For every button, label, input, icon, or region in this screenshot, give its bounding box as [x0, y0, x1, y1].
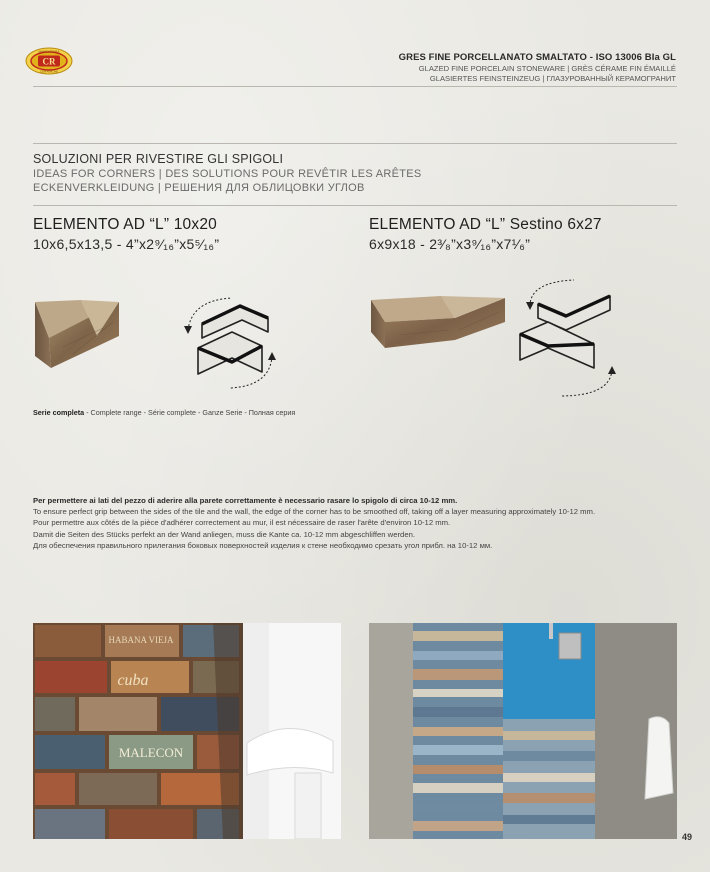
section-top-divider [33, 143, 677, 144]
header-divider [33, 86, 677, 87]
tile-label-habana: HABANA VIEJA [108, 635, 174, 645]
header-title: GRES FINE PORCELLANATO SMALTATO - ISO 13006 BIa GL [398, 52, 676, 63]
installation-instructions [33, 495, 693, 551]
note-rest: - Complete range - Série complete - Ganze Serie - Полная серия [84, 408, 296, 417]
product-1-corner-diagram [180, 292, 280, 392]
tile-label-cuba: cuba [117, 672, 149, 689]
tile-label-malecon: MALECON [118, 745, 184, 760]
instruction-english: To ensure perfect grip between the sides of the tile and the wall, the edge of the corner has to be smoothed off, taking off a layer measuring approximately 10-12 mm. [33, 507, 596, 517]
section-subtitle-2: ECKENVERKLEIDUNG | РЕШЕНИЯ ДЛЯ ОБЛИЦОВКИ УГЛОВ [33, 182, 365, 194]
product-2-dimensions: 6x9x18 - 2³⁄₈”x3⁹⁄₁₆”x7¹⁄₆” [369, 236, 531, 252]
instruction-german: Damit die Seiten des Stücks perfekt an der Wand anliegen, muss die Kante ca. 10-12 mm abgeschliffen werden. [33, 529, 416, 539]
product-1-name: ELEMENTO AD “L” 10x20 [33, 216, 217, 233]
photo-shower-wall [369, 623, 677, 839]
complete-range-note [33, 408, 295, 417]
logo-text: CR [42, 56, 56, 67]
photo-brick-corner [33, 623, 341, 839]
section-title: SOLUZIONI PER RIVESTIRE GLI SPIGOLI [33, 152, 284, 166]
note-bold: Serie completa [33, 408, 85, 417]
logo-arc-bottom: CERAMICHE [39, 69, 59, 74]
page-number: 49 [681, 832, 692, 842]
catalog-header [399, 52, 676, 84]
product-2-corner-diagram [516, 276, 620, 400]
product-2-tile-image [369, 290, 509, 352]
product-2-name: ELEMENTO AD “L” Sestino 6x27 [369, 216, 602, 233]
product-1-dimensions: 10x6,5x13,5 - 4”x2⁹⁄₁₆”x5⁵⁄₁₆” [33, 236, 220, 252]
instruction-russian: Для обеспечения правильного прилегания боковых поверхностей изделия к стене необходимо срезать угол прибл. на 10-12 мм. [33, 540, 493, 550]
product-1-tile-image [33, 292, 123, 370]
header-subtitle-2: GLASIERTES FEINSTEINZEUG | ГЛАЗУРОВАННЫЙ КЕРАМОГРАНИТ [429, 74, 676, 83]
instruction-french: Pour permettre aux côtés de la pièce d'adhérer correctement au mur, il est nécessaire de raser l'arête d'environ 10-12 mm. [33, 518, 451, 528]
instruction-italian: Per permettere ai lati del pezzo di aderire alla parete correttamente è necessario rasare lo spigolo di circa 10-12 mm. [33, 496, 458, 505]
section-bottom-divider [33, 205, 677, 206]
section-subtitle-1: IDEAS FOR CORNERS | DES SOLUTIONS POUR REVÊTIR LES ARÊTES [33, 168, 422, 180]
logo-arc-top: MANIFATTURA [38, 49, 60, 54]
header-subtitle-1: GLAZED FINE PORCELAIN STONEWARE | GRÈS CÉRAME FIN ÉMAILLÉ [418, 64, 676, 73]
brand-logo [25, 47, 73, 75]
